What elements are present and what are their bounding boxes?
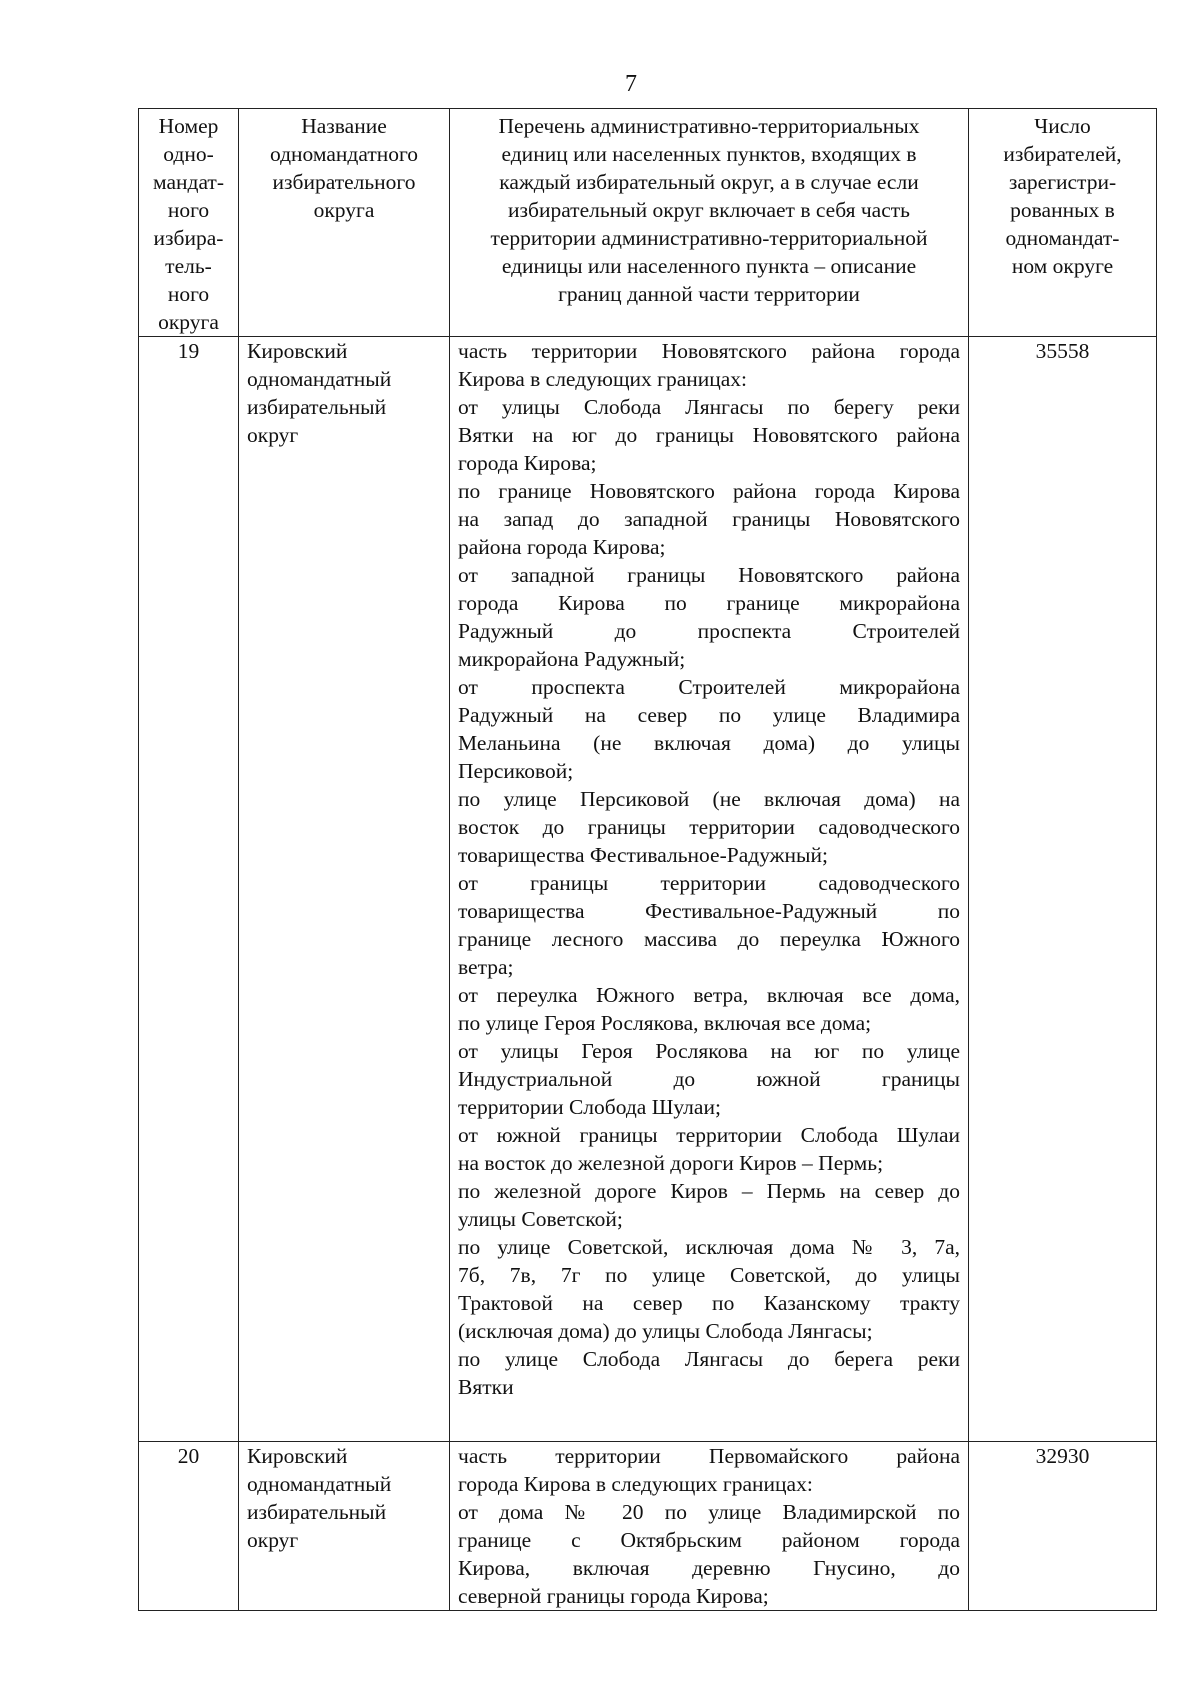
districts-table (138, 108, 1157, 1611)
header-line: избирательный округ включает в себя часть (508, 198, 910, 222)
header-line: округа (158, 310, 219, 334)
header-line: ном округе (1011, 254, 1114, 278)
description-line: часть территории Первомайского района (458, 1444, 960, 1468)
district-name-line: избирательный (247, 1500, 387, 1524)
description-line: города Кирова в следующих границах: (458, 1472, 813, 1496)
description-line: по улице Слобода Лянгасы до берега реки (458, 1347, 960, 1371)
table-row (139, 1442, 1157, 1611)
table-row (139, 337, 1157, 1442)
district-name (239, 337, 450, 1442)
district-number: 19 (139, 337, 239, 1442)
description-line: товарищества Фестивальное-Радужный; (458, 843, 828, 867)
district-name-line: одномандатный (247, 1472, 392, 1496)
description-line: Трактовой на север по Казанскому тракту (458, 1291, 960, 1315)
description-line: часть территории Нововятского района города (458, 339, 960, 363)
voter-count: 32930 (969, 1442, 1157, 1611)
description-line: города Кирова по границе микрорайона (458, 591, 960, 615)
description-line: восток до границы территории садоводческого (458, 815, 960, 839)
description-line: микрорайона Радужный; (458, 647, 686, 671)
description-line: границе лесного массива до переулка Южного (458, 927, 960, 951)
description-line: северной границы города Кирова; (458, 1584, 769, 1608)
description-line: Меланьина (не включая дома) до улицы (458, 731, 960, 755)
description-line: Радужный до проспекта Строителей (458, 619, 960, 643)
district-name-line: Кировский (247, 339, 348, 363)
description-line: товарищества Фестивальное-Радужный по (458, 899, 960, 923)
header-line: каждый избирательный округ, а в случае если (499, 170, 919, 194)
header-line: зарегистри- (1008, 170, 1117, 194)
header-line: мандат- (153, 170, 224, 194)
description-line: Вятки на юг до границы Нововятского района (458, 423, 960, 447)
district-description (450, 1442, 969, 1611)
description-line: Кирова, включая деревню Гнусино, до (458, 1556, 960, 1580)
header-line: границ данной части территории (558, 282, 860, 306)
header-line: одномандат- (1005, 226, 1120, 250)
description-line: по улице Персиковой (не включая дома) на (458, 787, 960, 811)
description-line: по границе Нововятского района города Кирова (458, 479, 960, 503)
district-name-line: округ (247, 1528, 299, 1552)
voter-count: 35558 (969, 337, 1157, 1442)
description-line: на запад до западной границы Нововятского (458, 507, 960, 531)
header-line: ного (167, 282, 210, 306)
description-line: Вятки (458, 1375, 514, 1399)
description-line: (исключая дома) до улицы Слобода Лянгасы; (458, 1319, 873, 1343)
district-description (450, 337, 969, 1442)
description-line: на восток до железной дороги Киров – Пермь; (458, 1151, 884, 1175)
description-line: Персиковой; (458, 759, 574, 783)
header-line: территории административно-территориальной (490, 226, 928, 250)
header-line: Название (301, 114, 387, 138)
header-line: единицы или населенного пункта – описание (501, 254, 917, 278)
page-number: 7 (625, 71, 637, 97)
description-line: улицы Советской; (458, 1207, 623, 1231)
header-line: ного (167, 198, 210, 222)
description-line: от западной границы Нововятского района (458, 563, 960, 587)
description-line: от улицы Героя Рослякова на юг по улице (458, 1039, 960, 1063)
description-line: по улице Героя Рослякова, включая все дома; (458, 1011, 872, 1035)
description-line: по железной дороге Киров – Пермь на север до (458, 1179, 960, 1203)
header-number (139, 109, 239, 337)
header-line: единиц или населенных пунктов, входящих в (501, 142, 917, 166)
header-line: Номер (158, 114, 219, 138)
description-line: от дома № 20 по улице Владимирской по (458, 1500, 960, 1524)
header-line: одно- (163, 142, 214, 166)
district-name-line: Кировский (247, 1444, 348, 1468)
district-name-line: избирательный (247, 395, 387, 419)
description-line: от южной границы территории Слобода Шулаи (458, 1123, 960, 1147)
header-line: Число (1034, 114, 1091, 138)
header-line: одномандатного (269, 142, 419, 166)
description-line: от переулка Южного ветра, включая все дома, (458, 983, 960, 1007)
description-line: ветра; (458, 955, 514, 979)
description-line: от проспекта Строителей микрорайона (458, 675, 960, 699)
header-line: избирателей, (1003, 142, 1122, 166)
header-line: тель- (165, 254, 212, 278)
header-line: рованных в (1010, 198, 1115, 222)
description-line: города Кирова; (458, 451, 597, 475)
header-line: избирательного (272, 170, 416, 194)
district-number: 20 (139, 1442, 239, 1611)
district-name-line: одномандатный (247, 367, 392, 391)
district-name-line: округ (247, 423, 299, 447)
district-name (239, 1442, 450, 1611)
description-line: границе с Октябрьским районом города (458, 1528, 960, 1552)
description-line: Индустриальной до южной границы (458, 1067, 960, 1091)
description-line: Кирова в следующих границах: (458, 367, 748, 391)
description-line: района города Кирова; (458, 535, 666, 559)
header-line: округа (313, 198, 375, 222)
header-voters (969, 109, 1157, 337)
description-line: 7б, 7в, 7г по улице Советской, до улицы (458, 1263, 960, 1287)
description-line: от границы территории садоводческого (458, 871, 960, 895)
header-line: Перечень административно-территориальных (498, 114, 920, 138)
description-line: Радужный на север по улице Владимира (458, 703, 960, 727)
description-line: территории Слобода Шулаи; (458, 1095, 721, 1119)
description-line: от улицы Слобода Лянгасы по берегу реки (458, 395, 960, 419)
header-line: избира- (153, 226, 224, 250)
description-line: по улице Советской, исключая дома № 3, 7а, (458, 1235, 960, 1259)
header-name (239, 109, 450, 337)
table-header-row (139, 109, 1157, 337)
header-description (450, 109, 969, 337)
